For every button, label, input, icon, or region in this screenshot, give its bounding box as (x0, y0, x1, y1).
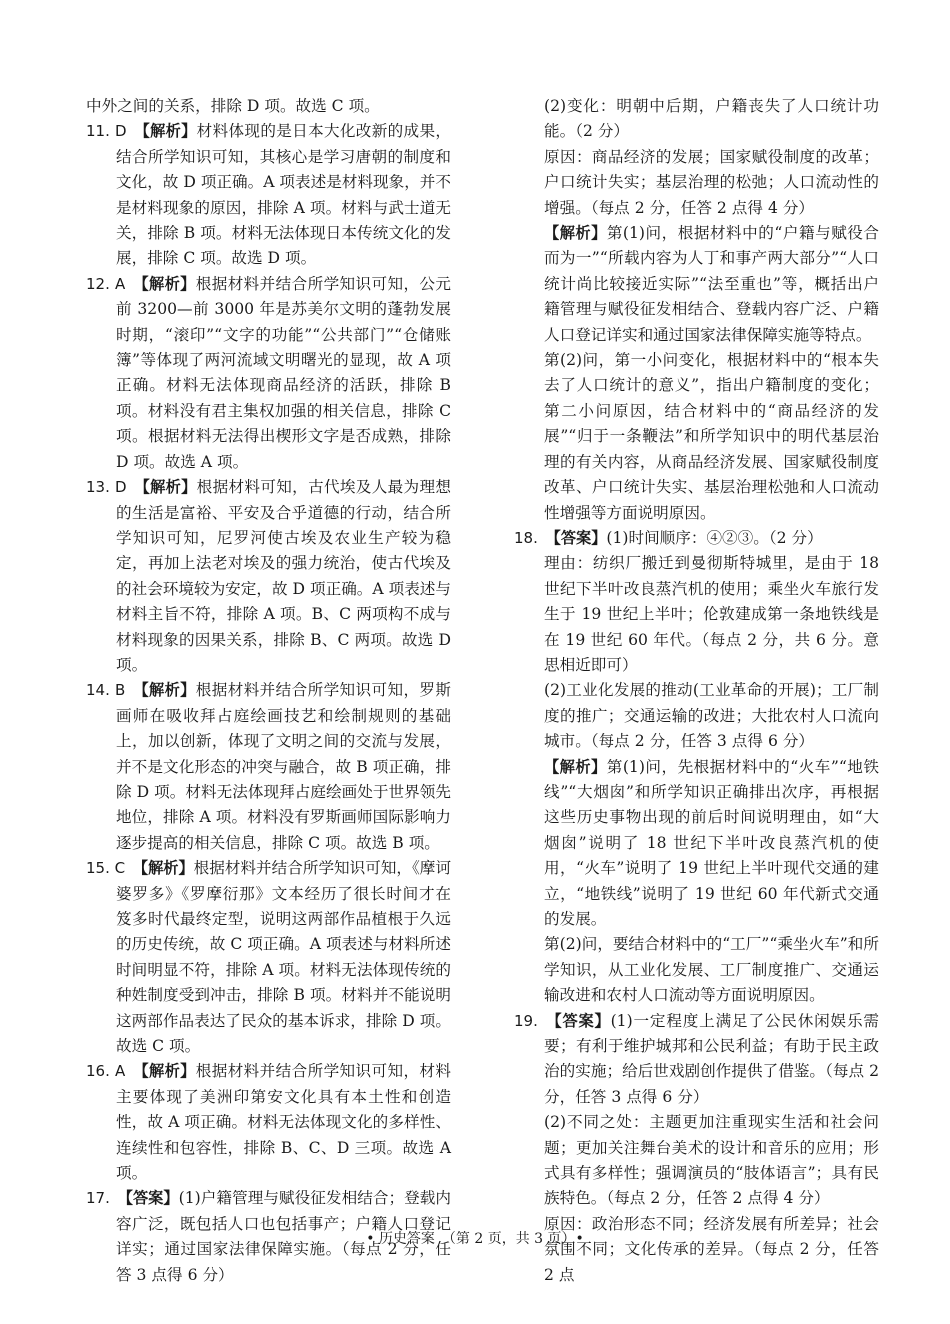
answer-tag: 【解析】 (544, 224, 607, 243)
answer-paragraph (514, 145, 879, 221)
question-number: 12. A (86, 274, 126, 293)
answer-text: 根据材料并结合所学知识可知，材料主要体现了美洲印第安文化具有本土性和创造性，故 A 项正确。材料无法体现文化的多样性、连续性和包容性，排除 B、C、D 三项。故选 A 项。 (116, 1062, 451, 1183)
answer-paragraph (514, 932, 879, 1008)
answer-paragraph (514, 755, 879, 933)
answer-tag: 【答案】 (117, 1189, 179, 1208)
answer-tag: 【解析】 (133, 274, 196, 293)
answer-tag: 【解析】 (134, 122, 197, 141)
answer-tag: 【解析】 (132, 859, 194, 878)
answer-tag: 【答案】 (545, 528, 607, 547)
question-number: 19. (514, 1011, 538, 1030)
answer-item (86, 1059, 451, 1186)
answer-text: 理由：纺织厂搬迁到曼彻斯特城里，是由于 18 世纪下半叶改良蒸汽机的使用；乘坐火车旅行发生于 19 世纪上半叶；伦敦建成第一条地铁线是在 19 世纪 60 年代。（每点 2 分，共 6 分。意思相近即可） (544, 554, 879, 674)
answer-text: (2)变化：明朝中后期，户籍丧失了人口统计功能。（2 分） (544, 97, 879, 141)
answer-paragraph (514, 94, 879, 145)
answer-text: (2)工业化发展的推动(工业革命的开展)；工厂制度的推广；交通运输的改进；大批农村人口流向城市。（每点 2 分，任答 3 点得 6 分） (544, 681, 879, 751)
answer-text: 第(2)问，第一小问变化，根据材料中的“根本失去了人口统计的意义”，指出户籍制度的变化；第二小问原因，结合材料中的“商品经济的发展”“归于一条鞭法”和所学知识中的明代基层治理的有关内容，从商品经济发展、国家赋役制度改革、户口统计失实、基层治理松弛和人口流动性增强等方面说明原因。 (544, 351, 879, 522)
answer-item (86, 475, 451, 678)
right-column (514, 94, 879, 1288)
answer-tag: 【解析】 (133, 1062, 196, 1081)
question-number: 11. D (86, 122, 127, 141)
answer-text: 根据材料并结合所学知识可知，罗斯画师在吸收拜占庭绘画技艺和绘制规则的基础上，加以创新，体现了文明之间的交流与发展，并不是文化形态的冲突与融合，故 B 项正确，排除 D 项。材料无法体现拜占庭绘画处于世界领先地位，排除 A 项。材料没有罗斯画师国际影响力逐步提高的相关信息，排除 C 项。故选 B 项。 (116, 681, 451, 852)
page-footer: • 历史答案 （第 2 页，共 3 页）• (366, 1231, 584, 1247)
answer-text: 根据材料并结合所学知识可知，公元前 3200—前 3000 年是苏美尔文明的蓬勃发展时期，“滚印”“文字的功能”“公共部门”“仓储账簿”等体现了两河流域文明曙光的显现，故 A 项正确。材料无法体现商品经济的活跃，排除 B 项。材料没有君主集权加强的相关信息，排除 C 项。根据材料无法得出楔形文字是否成熟，排除 D 项。故选 A 项。 (116, 274, 451, 471)
answer-paragraph (514, 678, 879, 754)
question-number: 13. D (86, 478, 127, 497)
answer-text: (1)一定程度上满足了公民休闲娱乐需要；有利于维护城邦和公民利益；有助于民主政治的实施；给后世戏剧创作提供了借鉴。（每点 2 分，任答 3 点得 6 分） (544, 1011, 880, 1106)
answer-paragraph (514, 551, 879, 678)
answer-text: 第(1)问，根据材料中的“户籍与赋役合而为一”“所载内容为人丁和事产两大部分”“人口统计尚比较接近实际”“法至重也”等，概括出户籍管理与赋役征发相结合、登载内容广泛、户籍人口登记详实和通过国家法律保障实施等特点。 (544, 224, 880, 344)
question-number: 18. (514, 528, 538, 547)
answer-item (86, 272, 451, 475)
question-number: 14. B (86, 681, 126, 700)
answer-item (86, 119, 451, 271)
question-number: 16. A (86, 1062, 126, 1081)
answer-text: 根据材料可知，古代埃及人最为理想的生活是富裕、平安及合乎道德的行动，结合所学知识可知，尼罗河使古埃及农业生产较为稳定，再加上法老对埃及的强力统治，使古代埃及的社会环境较为安定，故 D 项正确。A 项表述与材料主旨不符，排除 A 项。B、C 两项构不成与材料现象的因果关系，排除 B、C 两项。故选 D 项。 (116, 478, 451, 674)
answer-item (86, 678, 451, 856)
answer-text: (1)时间顺序：④②③。（2 分） (606, 528, 823, 547)
answer-paragraph (514, 1212, 879, 1288)
answer-text: 原因：政治形态不同；经济发展有所差异；社会氛围不同；文化传承的差异。（每点 2 分，任答 2 点 (544, 1214, 879, 1284)
answer-text: (1)户籍管理与赋役征发相结合；登载内容广泛，既包括人口也包括事产；户籍人口登记详实；通过国家法律保障实施。（每点 2 分，任答 3 点得 6 分） (116, 1189, 452, 1284)
answer-tag: 【解析】 (544, 757, 607, 776)
answer-tag: 【答案】 (545, 1011, 611, 1030)
answer-item (514, 1009, 879, 1111)
answer-item (86, 856, 451, 1059)
answer-text: 材料体现的是日本大化改新的成果，结合所学知识可知，其核心是学习唐朝的制度和文化，故 D 项正确。A 项表述是材料现象，并不是材料现象的原因，排除 A 项。材料与武士道无关，排除 B 项。材料无法体现日本传统文化的发展，排除 C 项。故选 D 项。 (116, 122, 451, 268)
answer-text: 根据材料并结合所学知识可知，《摩诃婆罗多》《罗摩衍那》文本经历了很长时间才在笈多时代最终定型，说明这两部作品植根于久远的历史传统，故 C 项正确。A 项表述与材料所述时间明显不符，排除 A 项。材料无法体现传统的种姓制度受到冲击，排除 B 项。材料并不能说明这两部作品表达了民众的基本诉求，排除 D 项。故选 C 项。 (116, 859, 452, 1056)
answer-text: 原因：商品经济的发展；国家赋役制度的改革；户口统计失实；基层治理的松弛；人口流动性的增强。（每点 2 分，任答 2 点得 4 分） (544, 147, 879, 217)
answer-paragraph (514, 1110, 879, 1212)
answer-text: 中外之间的关系，排除 D 项。故选 C 项。 (86, 97, 380, 115)
answer-item (514, 526, 879, 551)
answer-text: 第(2)问，要结合材料中的“工厂”“乘坐火车”和所学知识，从工业化发展、工厂制度推广、交通运输改进和农村人口流动等方面说明原因。 (544, 935, 879, 1005)
question-number: 15. C (86, 859, 126, 878)
answer-tag: 【解析】 (133, 681, 196, 700)
left-column (86, 94, 451, 1288)
answer-paragraph (514, 348, 879, 526)
answer-tag: 【解析】 (134, 478, 197, 497)
question-number: 17. (86, 1189, 110, 1208)
answer-text: 第(1)问，先根据材料中的“火车”“地铁线”“大烟囱”和所学知识正确排出次序，再根据这些历史事物出现的前后时间说明理由，如“大烟囱”说明了 18 世纪下半叶改良蒸汽机的使用，“火车”说明了 19 世纪上半叶现代交通的建立，“地铁线”说明了 19 世纪 60 年代新式交通的发展。 (544, 757, 879, 928)
answer-paragraph (514, 221, 879, 348)
answer-text: (2)不同之处：主题更加注重现实生活和社会问题；更加关注舞台美术的设计和音乐的应用；形式具有多样性；强调演员的“肢体语言”；具有民族特色。（每点 2 分，任答 2 点得 4 分） (544, 1113, 879, 1208)
continued-text (86, 94, 451, 119)
